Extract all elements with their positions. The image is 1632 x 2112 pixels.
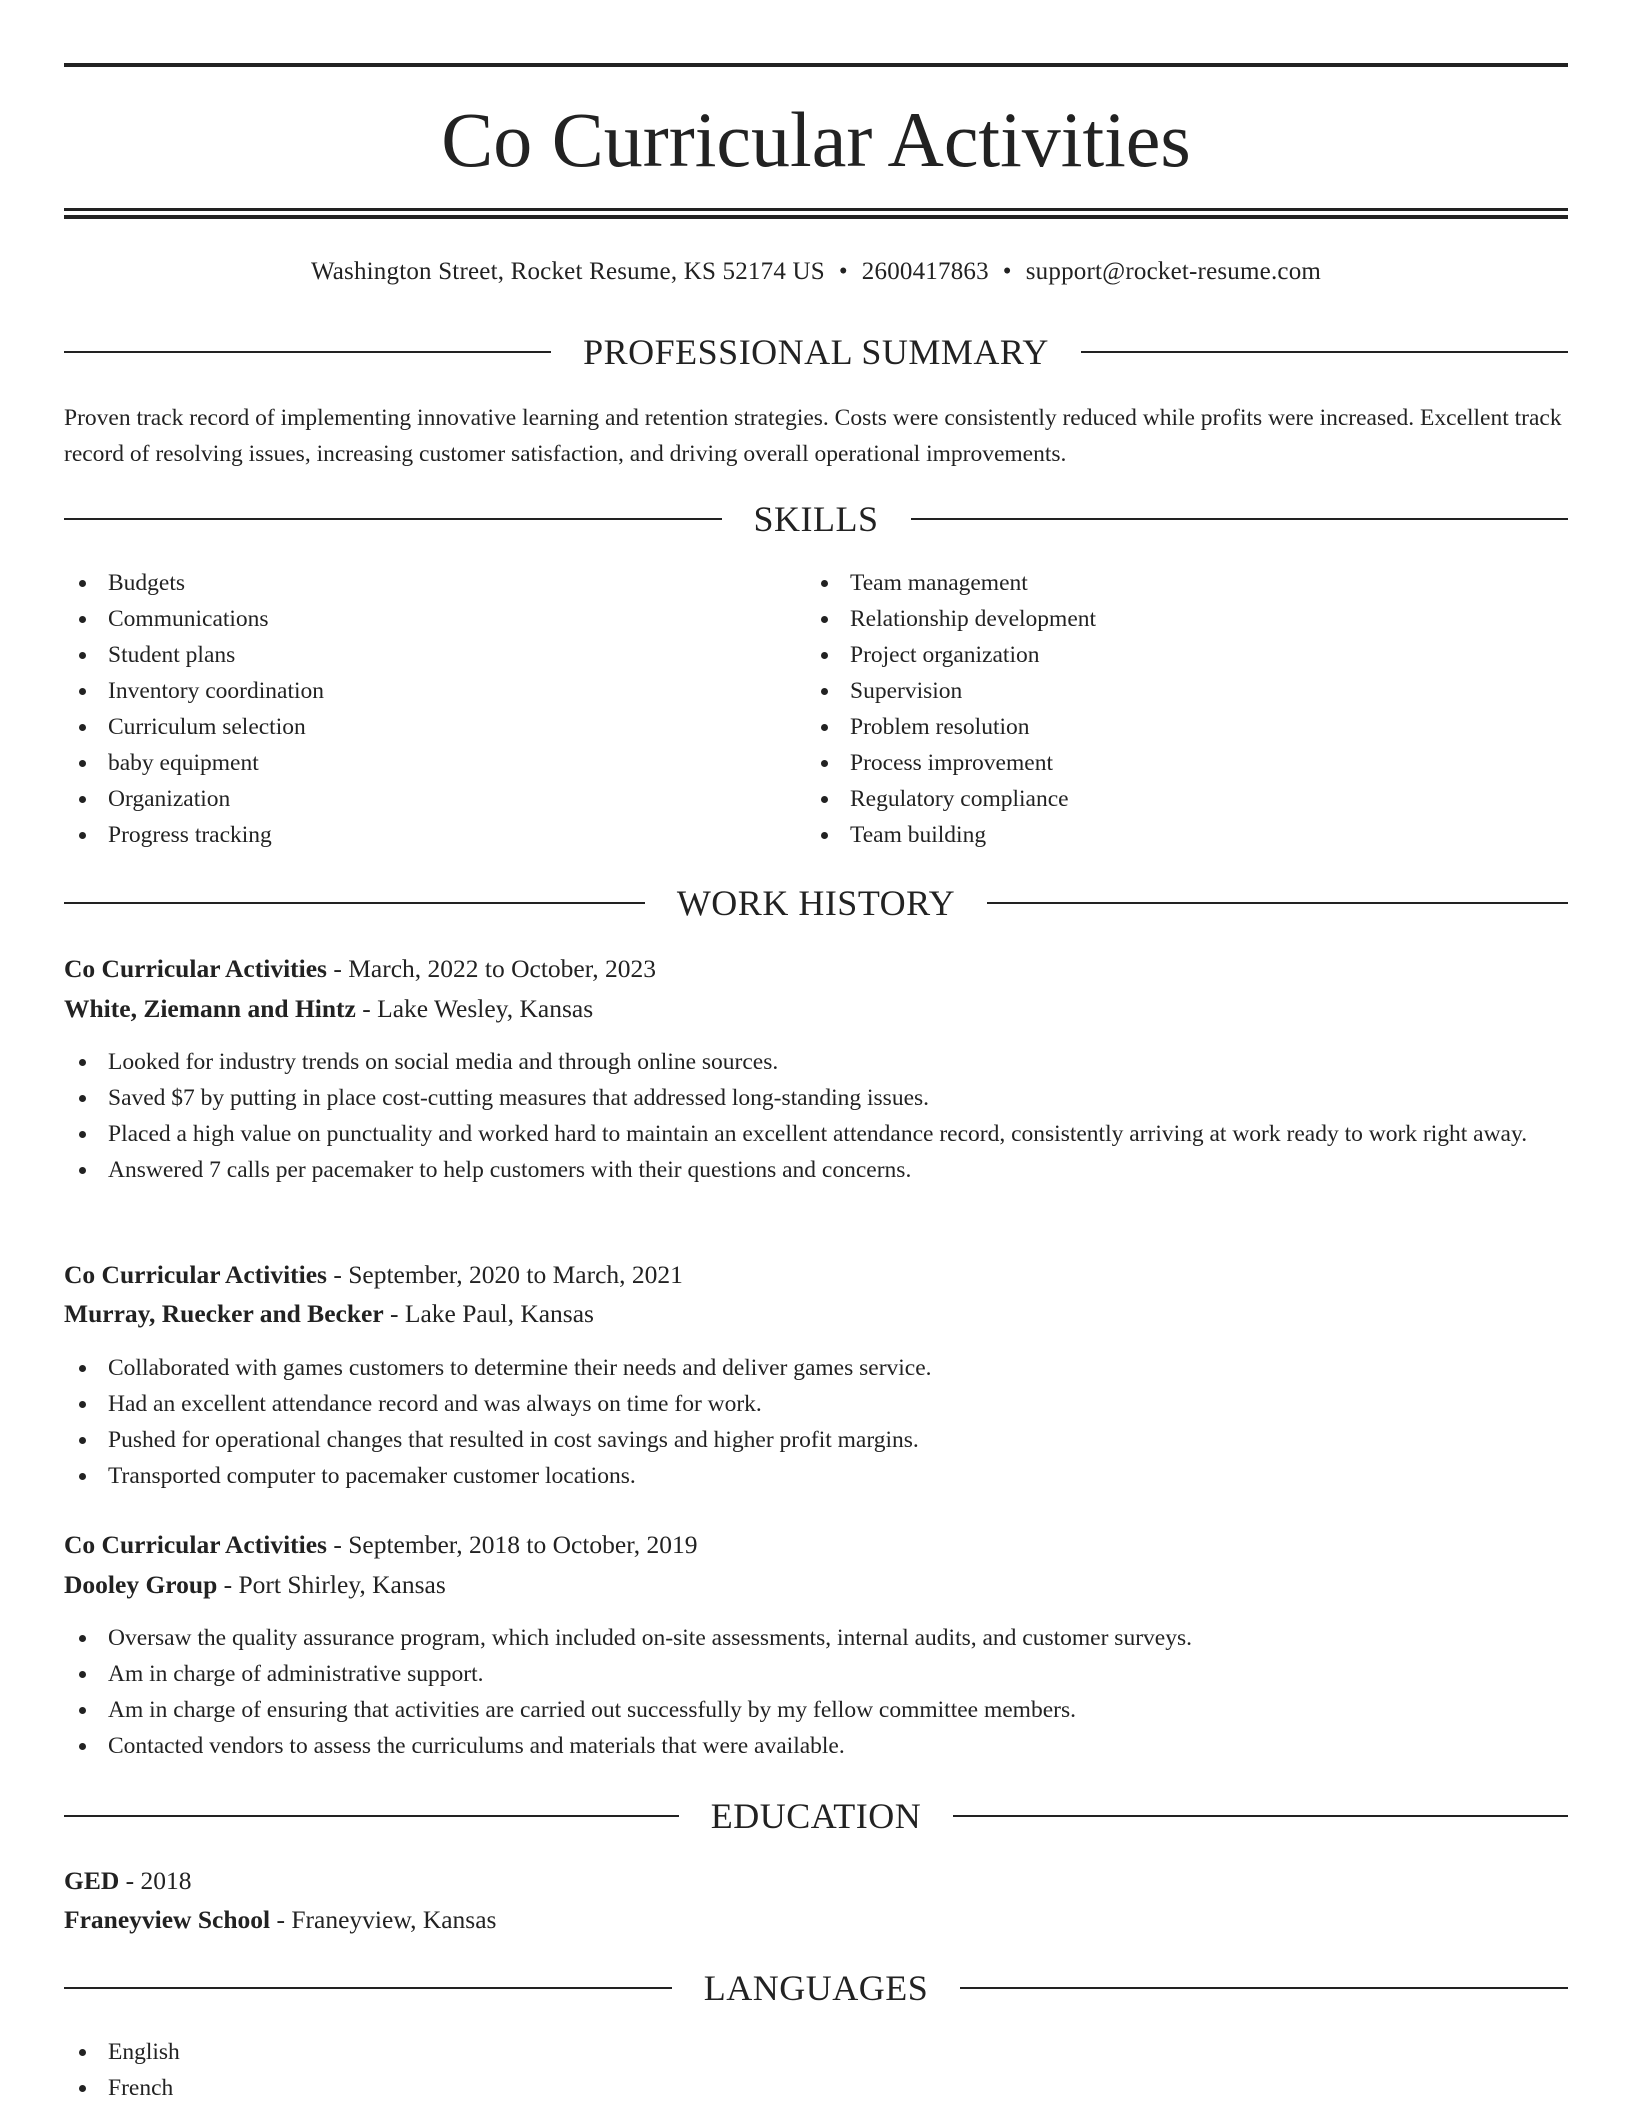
skill-item: Budgets bbox=[64, 565, 806, 601]
job-bullet: Am in charge of administrative support. bbox=[64, 1656, 1568, 1692]
heading-rule-left bbox=[64, 1815, 679, 1817]
skill-item: Team building bbox=[806, 817, 1548, 853]
skills-column-right bbox=[806, 565, 1548, 853]
skill-item: Supervision bbox=[806, 673, 1548, 709]
education-degree: GED bbox=[64, 1866, 120, 1895]
resume-name: Co Curricular Activities bbox=[441, 96, 1191, 183]
job-title-line bbox=[64, 1257, 1568, 1293]
skill-item: Team management bbox=[806, 565, 1548, 601]
education-school-line bbox=[64, 1902, 1568, 1938]
job-employer: Dooley Group bbox=[64, 1570, 218, 1599]
job-title-line bbox=[64, 951, 1568, 987]
contact-line bbox=[64, 254, 1568, 290]
job-bullet: Oversaw the quality assurance program, which included on-site assessments, internal audits, and customer surveys. bbox=[64, 1620, 1568, 1656]
skill-item: Progress tracking bbox=[64, 817, 806, 853]
heading-rule-right bbox=[987, 902, 1568, 904]
skill-item: baby equipment bbox=[64, 745, 806, 781]
education-section-heading bbox=[64, 1794, 1568, 1838]
skills-column-left bbox=[64, 565, 806, 853]
job-bullets bbox=[64, 1620, 1568, 1764]
job-employer: Murray, Ruecker and Becker bbox=[64, 1299, 384, 1328]
skill-item: Inventory coordination bbox=[64, 673, 806, 709]
job-location: - Port Shirley, Kansas bbox=[217, 1570, 446, 1599]
skill-item: Problem resolution bbox=[806, 709, 1548, 745]
heading-rule-left bbox=[64, 1987, 672, 1989]
contact-separator: • bbox=[1002, 258, 1012, 285]
contact-separator: • bbox=[838, 258, 848, 285]
job-bullet: Contacted vendors to assess the curriculums and materials that were available. bbox=[64, 1728, 1568, 1764]
job-title: Co Curricular Activities bbox=[64, 954, 327, 983]
language-item: English bbox=[64, 2034, 1568, 2070]
heading-rule-left bbox=[64, 518, 722, 520]
job-dates: - September, 2020 to March, 2021 bbox=[326, 1260, 683, 1289]
language-item: French bbox=[64, 2070, 1568, 2106]
job-location: - Lake Paul, Kansas bbox=[383, 1299, 594, 1328]
skill-item: Organization bbox=[64, 781, 806, 817]
job-dates: - September, 2018 to October, 2019 bbox=[326, 1530, 698, 1559]
skill-item: Student plans bbox=[64, 637, 806, 673]
education-location: - Franeyview, Kansas bbox=[270, 1905, 497, 1934]
job-bullets bbox=[64, 1350, 1568, 1494]
job-dates: - March, 2022 to October, 2023 bbox=[326, 954, 656, 983]
skill-item: Project organization bbox=[806, 637, 1548, 673]
heading-rule-right bbox=[953, 1815, 1568, 1817]
skills-heading: SKILLS bbox=[753, 499, 879, 539]
languages-heading: LANGUAGES bbox=[703, 1968, 929, 2008]
contact-phone: 2600417863 bbox=[861, 258, 989, 285]
job-title: Co Curricular Activities bbox=[64, 1260, 327, 1289]
job-bullet: Pushed for operational changes that resulted in cost savings and higher profit margins. bbox=[64, 1422, 1568, 1458]
education-school: Franeyview School bbox=[64, 1905, 271, 1934]
work-heading: WORK HISTORY bbox=[676, 883, 956, 923]
job-employer-line bbox=[64, 1296, 1568, 1332]
skills-list bbox=[64, 565, 1568, 853]
heading-rule-right bbox=[960, 1987, 1568, 1989]
skill-item: Process improvement bbox=[806, 745, 1548, 781]
job-bullet: Transported computer to pacemaker customer locations. bbox=[64, 1458, 1568, 1494]
education-year: - 2018 bbox=[119, 1866, 192, 1895]
summary-section-heading bbox=[64, 330, 1568, 374]
languages-section-heading bbox=[64, 1966, 1568, 2010]
job-employer: White, Ziemann and Hintz bbox=[64, 994, 356, 1023]
summary-text: Proven track record of implementing innovative learning and retention strategies. Costs were consistently reduced while profits were increased. Excellent track record of resolving issues, increasing customer satisfaction, and driving overall operational improvements. bbox=[64, 405, 1562, 467]
job-location: - Lake Wesley, Kansas bbox=[355, 994, 594, 1023]
top-rule bbox=[64, 63, 1568, 67]
skill-item: Regulatory compliance bbox=[806, 781, 1548, 817]
skill-item: Communications bbox=[64, 601, 806, 637]
summary-heading: PROFESSIONAL SUMMARY bbox=[583, 332, 1049, 372]
job-bullet: Looked for industry trends on social media and through online sources. bbox=[64, 1044, 1568, 1080]
job-bullet: Had an excellent attendance record and was always on time for work. bbox=[64, 1386, 1568, 1422]
heading-rule-left bbox=[64, 351, 551, 353]
job-title: Co Curricular Activities bbox=[64, 1530, 327, 1559]
job-bullet: Collaborated with games customers to determine their needs and deliver games service. bbox=[64, 1350, 1568, 1386]
job-bullet: Am in charge of ensuring that activities are carried out successfully by my fellow committee members. bbox=[64, 1692, 1568, 1728]
contact-address: Washington Street, Rocket Resume, KS 52174 US bbox=[310, 258, 825, 285]
job-employer-line bbox=[64, 991, 1568, 1027]
heading-rule-right bbox=[1081, 351, 1568, 353]
skill-item: Curriculum selection bbox=[64, 709, 806, 745]
contact-email: support@rocket-resume.com bbox=[1025, 258, 1322, 285]
work-section-heading bbox=[64, 881, 1568, 925]
job-bullet: Saved $7 by putting in place cost-cutting measures that addressed long-standing issues. bbox=[64, 1080, 1568, 1116]
skill-item: Relationship development bbox=[806, 601, 1548, 637]
heading-rule-left bbox=[64, 902, 645, 904]
job-employer-line bbox=[64, 1567, 1568, 1603]
job-bullets bbox=[64, 1044, 1568, 1188]
job-bullet: Placed a high value on punctuality and worked hard to maintain an excellent attendance record, consistently arriving at work ready to work right away. bbox=[64, 1116, 1568, 1152]
education-degree-line bbox=[64, 1863, 1568, 1899]
heading-rule-right bbox=[911, 518, 1569, 520]
languages-list bbox=[64, 2034, 1568, 2106]
skills-section-heading bbox=[64, 497, 1568, 541]
education-heading: EDUCATION bbox=[710, 1796, 922, 1836]
job-title-line bbox=[64, 1527, 1568, 1563]
double-rule bbox=[64, 208, 1568, 219]
job-bullet: Answered 7 calls per pacemaker to help customers with their questions and concerns. bbox=[64, 1152, 1568, 1188]
